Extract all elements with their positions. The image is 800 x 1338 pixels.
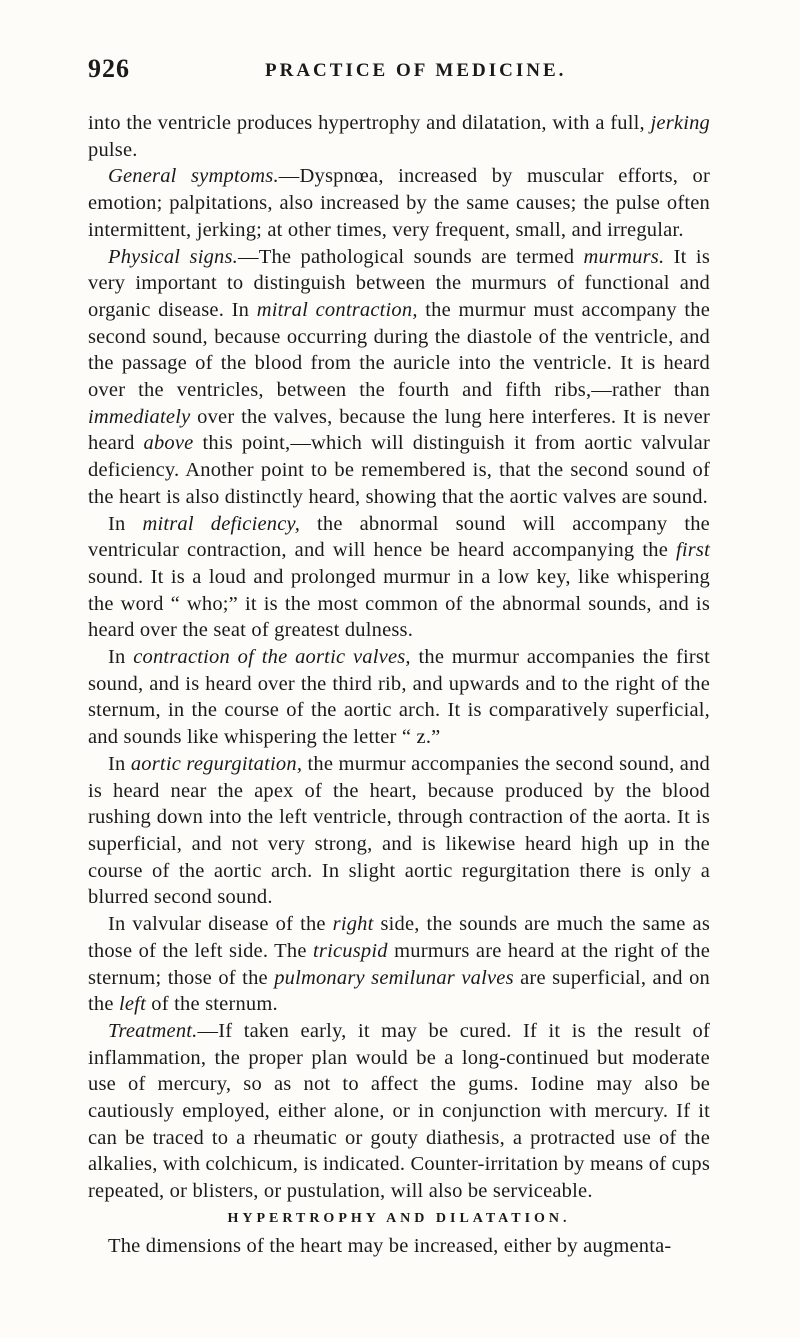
section-heading: HYPERTROPHY AND DILATATION. <box>227 1210 571 1226</box>
running-head: PRACTICE OF MEDICINE. <box>265 60 567 81</box>
text-run: —If taken early, it may be cured. If it is the result of inflammation, the proper plan would be a long-continued but moderate use of mercury, so as not to affect the gums. Iodine may also be cautiously employed, either alone, or in conjunction with mercury. If it can be traced to a rheumatic or gouty diathesis, a protracted use of the alkalies, with colchicum, is indicated. Counter-irritation by means of cups repeated, or blisters, or pustulation, will also be serviceable. <box>88 1019 710 1203</box>
paragraph <box>88 511 710 645</box>
paragraph <box>88 1018 710 1205</box>
text-run: this point,—which will distinguish it from aortic valvular deficiency. Another point to be remembered is, that the second sound of the heart is also distinctly heard, showing that the aortic valves are sound. <box>88 432 710 508</box>
text-run: murmurs are heard at the right of the sternum; those of the <box>88 939 710 989</box>
text-run: —Dyspnœa, increased by muscular efforts, or emotion; palpitations, also increased by the same causes; the pulse often intermittent, jerking; at other times, very frequent, small, and irregular. <box>88 165 710 241</box>
italic-text: mitral deficiency, <box>142 512 301 535</box>
text-run: In <box>108 752 131 775</box>
page-number: 926 <box>88 54 130 83</box>
text-run: the abnormal sound will accompany the ventricular contraction, and will hence be heard accompanying the <box>88 512 710 562</box>
italic-text: first <box>675 539 710 562</box>
text-run: In valvular disease of the <box>108 913 333 936</box>
paragraph <box>88 244 710 511</box>
italic-text: immediately <box>88 405 191 428</box>
text-run: into the ventricle produces hypertrophy and dilatation, with a full, <box>88 112 651 134</box>
text-run: In <box>108 646 134 669</box>
text-run: pulse. <box>88 138 138 161</box>
text-run: are superficial, and on the <box>88 966 710 1016</box>
italic-text: above <box>143 432 194 455</box>
text-run: the murmur accompanies the second sound, and is heard near the apex of the heart, because produced by the blood rushing down into the left ventricle, through contraction of the aorta. It is superficial, and not very strong, and is likewise heard high up in the course of the aortic arch. In slight aortic regurgitation there is only a blurred second sound. <box>88 752 711 909</box>
italic-text: pulmonary semilunar valves <box>274 966 514 989</box>
paragraph <box>88 163 710 243</box>
italic-text: Treatment. <box>108 1019 198 1042</box>
body-text <box>88 110 710 1260</box>
italic-text: tricuspid <box>313 939 388 962</box>
paragraph <box>88 911 710 1018</box>
text-run: —The pathological sounds are termed <box>238 245 584 268</box>
text-run: It is very important to distinguish between the murmurs of functional and organic disease. In <box>88 245 710 321</box>
italic-text: Physical signs. <box>108 245 239 268</box>
text-run: In <box>108 512 143 535</box>
text-run: of the sternum. <box>145 993 278 1016</box>
page-header <box>0 54 800 94</box>
text-run: side, the sounds are much the same as those of the left side. The <box>88 913 710 962</box>
italic-text: right <box>332 913 374 936</box>
paragraph-list <box>88 110 710 1205</box>
text-run: sound. It is a loud and prolonged murmur in a low key, like whispering the word “ who;” it is the most common of the abnormal sounds, and is heard over the seat of greatest dulness. <box>88 565 710 642</box>
text-run: over the valves, because the lung here interferes. It is never heard <box>88 405 710 455</box>
paragraph <box>88 110 710 163</box>
italic-text: mitral contraction, <box>256 298 418 321</box>
italic-text: jerking <box>650 112 710 134</box>
italic-text: contraction of the aortic valves, <box>133 646 411 669</box>
text-run: the murmur must accompany the second sound, because occurring during the diastole of the ventricle, and the passage of the blood from the auricle into the ventricle. It is heard over the ventricles, between the fourth and fifth ribs,—rather than <box>88 298 711 402</box>
paragraph <box>88 644 710 751</box>
text-run: the murmur accompanies the first sound, and is heard over the third rib, and upwards and to the right of the sternum, in the course of the aortic arch. It is comparatively superficial, and sounds like whispering the letter “ z.” <box>88 646 711 749</box>
final-paragraph: The dimensions of the heart may be increased, either by augmenta- <box>108 1234 672 1257</box>
italic-text: aortic regurgitation, <box>130 752 303 775</box>
italic-text: General symptoms. <box>108 165 279 188</box>
italic-text: left <box>118 993 146 1016</box>
italic-text: murmurs. <box>583 245 665 268</box>
paragraph <box>88 751 710 911</box>
